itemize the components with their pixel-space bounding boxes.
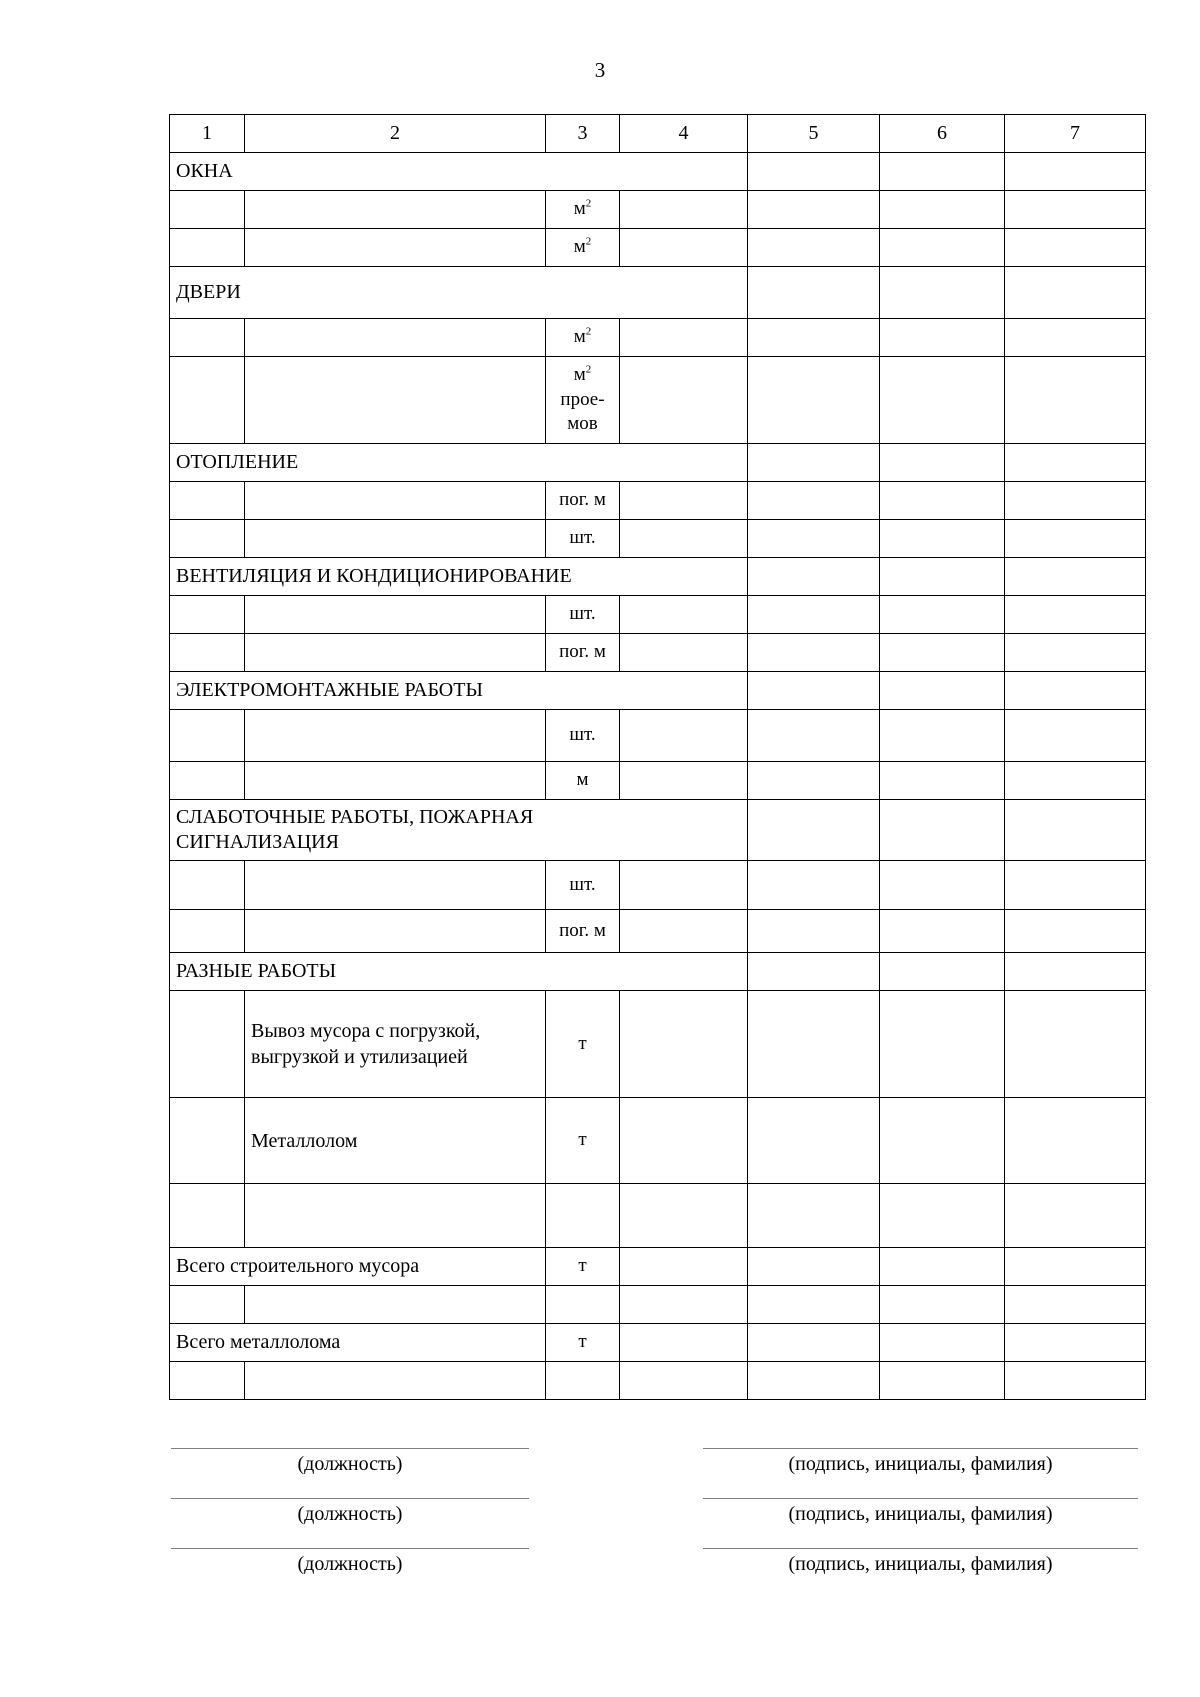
table-row (170, 357, 1146, 444)
table-cell (1005, 672, 1146, 710)
signature-line (171, 1448, 529, 1449)
position-caption: (должность) (297, 1553, 403, 1575)
table-cell (620, 319, 748, 357)
header-col-7: 7 (1005, 115, 1146, 153)
table-row (170, 991, 1146, 1098)
table-cell (245, 191, 546, 229)
section-row-heating (170, 444, 1146, 482)
table-cell (748, 229, 880, 267)
table-cell (170, 229, 245, 267)
table-cell (748, 800, 880, 861)
signature-field-1 (703, 1448, 1138, 1476)
table-row (170, 762, 1146, 800)
table-cell (880, 357, 1005, 444)
table-cell (748, 672, 880, 710)
unit-cell: шт. (546, 520, 620, 558)
table-cell (620, 1098, 748, 1184)
table-cell (620, 357, 748, 444)
table-cell (170, 910, 245, 953)
signature-line (703, 1448, 1138, 1449)
table-cell (880, 710, 1005, 762)
signature-line (703, 1498, 1138, 1499)
position-field-1 (171, 1448, 529, 1476)
table-cell (880, 672, 1005, 710)
table-cell (1005, 482, 1146, 520)
table-cell (748, 191, 880, 229)
table-row (170, 1184, 1146, 1248)
header-col-3: 3 (546, 115, 620, 153)
table-cell (620, 991, 748, 1098)
unit-cell (546, 357, 620, 444)
table-cell (546, 1286, 620, 1324)
table-cell (170, 482, 245, 520)
table-cell (170, 1362, 245, 1400)
header-col-4: 4 (620, 115, 748, 153)
table-cell (748, 861, 880, 910)
table-cell (245, 1184, 546, 1248)
table-cell (880, 910, 1005, 953)
table-cell (245, 319, 546, 357)
table-cell (245, 357, 546, 444)
table-cell (1005, 953, 1146, 991)
position-caption: (должность) (297, 1503, 403, 1525)
section-title-misc: РАЗНЫЕ РАБОТЫ (170, 953, 748, 991)
table-cell (1005, 444, 1146, 482)
table-cell (546, 1362, 620, 1400)
signature-line (171, 1548, 529, 1549)
section-title-doors: ДВЕРИ (170, 267, 748, 319)
table-cell (245, 482, 546, 520)
table-cell (748, 267, 880, 319)
table-cell (245, 710, 546, 762)
table-cell (880, 762, 1005, 800)
table-cell (245, 861, 546, 910)
table-cell (620, 1248, 748, 1286)
table-cell (880, 1248, 1005, 1286)
table-row (170, 910, 1146, 953)
table-cell (880, 953, 1005, 991)
table-cell (620, 1286, 748, 1324)
unit-label: м (573, 236, 586, 258)
table-cell (748, 319, 880, 357)
total-label-debris: Всего строительного мусора (170, 1248, 546, 1286)
position-caption: (должность) (297, 1453, 403, 1475)
table-cell (880, 229, 1005, 267)
unit-exponent: 2 (585, 363, 592, 376)
table-cell (170, 991, 245, 1098)
table-cell (880, 558, 1005, 596)
table-cell (1005, 861, 1146, 910)
unit-cell: т (546, 1324, 620, 1362)
table-cell (1005, 1248, 1146, 1286)
table-cell (170, 1098, 245, 1184)
unit-cell: м (546, 762, 620, 800)
table-cell (1005, 229, 1146, 267)
table-cell (1005, 558, 1146, 596)
section-title-heating: ОТОПЛЕНИЕ (170, 444, 748, 482)
item-text-line: Вывоз мусора с погрузкой, (251, 1020, 481, 1042)
table-cell (1005, 634, 1146, 672)
unit-cell: шт. (546, 710, 620, 762)
table-cell (1005, 357, 1146, 444)
unit-cell: пог. м (546, 910, 620, 953)
section-title-windows: ОКНА (170, 153, 748, 191)
table-cell (620, 762, 748, 800)
table-cell (1005, 1362, 1146, 1400)
unit-cell: т (546, 1098, 620, 1184)
unit-exponent: 2 (585, 197, 592, 210)
item-scrap-metal: Металлолом (245, 1098, 546, 1184)
table-row (170, 482, 1146, 520)
table-cell (1005, 800, 1146, 861)
table-cell (880, 991, 1005, 1098)
table-cell (1005, 267, 1146, 319)
section-title-ventilation: ВЕНТИЛЯЦИЯ И КОНДИЦИОНИРОВАНИЕ (170, 558, 748, 596)
header-col-1: 1 (170, 115, 245, 153)
work-volume-table (169, 114, 1146, 1400)
table-cell (620, 910, 748, 953)
total-row-scrap (170, 1324, 1146, 1362)
table-cell (1005, 1286, 1146, 1324)
unit-label: м (573, 363, 586, 385)
table-cell (245, 1286, 546, 1324)
unit-cell (546, 319, 620, 357)
table-cell (620, 1184, 748, 1248)
table-cell (748, 1286, 880, 1324)
table-row (170, 1362, 1146, 1400)
table-cell (748, 596, 880, 634)
table-cell (880, 1286, 1005, 1324)
table-row (170, 596, 1146, 634)
table-cell (748, 520, 880, 558)
table-cell (748, 558, 880, 596)
table-row (170, 191, 1146, 229)
section-title-low-current (170, 800, 748, 861)
table-cell (748, 953, 880, 991)
table-cell (880, 267, 1005, 319)
section-title-electrical: ЭЛЕКТРОМОНТАЖНЫЕ РАБОТЫ (170, 672, 748, 710)
table-cell (245, 229, 546, 267)
item-text-line: выгрузкой и утилизацией (251, 1046, 468, 1068)
unit-exponent: 2 (585, 325, 592, 338)
table-cell (1005, 596, 1146, 634)
table-cell (748, 1362, 880, 1400)
table-row (170, 634, 1146, 672)
signature-caption: (подпись, инициалы, фамилия) (788, 1453, 1053, 1475)
table-cell (170, 710, 245, 762)
signature-line (703, 1548, 1138, 1549)
table-row (170, 319, 1146, 357)
table-cell (880, 482, 1005, 520)
table-cell (1005, 1098, 1146, 1184)
table-row (170, 1098, 1146, 1184)
table-cell (748, 910, 880, 953)
table-cell (1005, 991, 1146, 1098)
total-label-scrap: Всего металлолома (170, 1324, 546, 1362)
table-cell (880, 596, 1005, 634)
table-cell (1005, 319, 1146, 357)
table-cell (170, 520, 245, 558)
table-cell (1005, 710, 1146, 762)
table-cell (880, 520, 1005, 558)
section-row-doors (170, 267, 1146, 319)
table-cell (748, 1184, 880, 1248)
table-cell (880, 444, 1005, 482)
signature-field-3 (703, 1548, 1138, 1576)
table-cell (170, 319, 245, 357)
unit-openings-line2: мов (567, 413, 598, 435)
unit-label: м (573, 198, 586, 220)
table-cell (1005, 191, 1146, 229)
table-cell (880, 1324, 1005, 1362)
table-row (170, 520, 1146, 558)
section-title-line: СЛАБОТОЧНЫЕ РАБОТЫ, ПОЖАРНАЯ (176, 806, 534, 828)
table-cell (880, 1098, 1005, 1184)
unit-cell: пог. м (546, 634, 620, 672)
table-cell (880, 1362, 1005, 1400)
table-cell (620, 229, 748, 267)
table-cell (546, 1184, 620, 1248)
table-cell (170, 634, 245, 672)
table-row (170, 1286, 1146, 1324)
section-row-misc (170, 953, 1146, 991)
section-row-windows (170, 153, 1146, 191)
table-cell (880, 1184, 1005, 1248)
total-row-debris (170, 1248, 1146, 1286)
unit-cell: т (546, 991, 620, 1098)
table-cell (748, 482, 880, 520)
table-cell (880, 153, 1005, 191)
table-row (170, 861, 1146, 910)
table-cell (748, 153, 880, 191)
table-cell (245, 762, 546, 800)
table-cell (620, 861, 748, 910)
signature-line (171, 1498, 529, 1499)
position-field-2 (171, 1498, 529, 1526)
unit-label: м (573, 326, 586, 348)
unit-cell: шт. (546, 861, 620, 910)
table-cell (748, 762, 880, 800)
section-row-electrical (170, 672, 1146, 710)
header-col-2: 2 (245, 115, 546, 153)
table-cell (748, 634, 880, 672)
position-field-3 (171, 1548, 529, 1576)
table-cell (620, 520, 748, 558)
table-cell (748, 1248, 880, 1286)
unit-openings-line1: прое- (560, 388, 605, 410)
table-cell (170, 1184, 245, 1248)
table-cell (245, 634, 546, 672)
table-cell (748, 991, 880, 1098)
unit-cell: т (546, 1248, 620, 1286)
table-cell (620, 596, 748, 634)
table-cell (245, 596, 546, 634)
table-cell (620, 710, 748, 762)
header-col-6: 6 (880, 115, 1005, 153)
unit-exponent: 2 (585, 235, 592, 248)
item-debris-removal (245, 991, 546, 1098)
unit-cell: шт. (546, 596, 620, 634)
table-cell (748, 1324, 880, 1362)
table-cell (880, 319, 1005, 357)
table-cell (1005, 762, 1146, 800)
unit-cell: пог. м (546, 482, 620, 520)
signature-caption: (подпись, инициалы, фамилия) (788, 1553, 1053, 1575)
table-cell (748, 1098, 880, 1184)
table-row (170, 229, 1146, 267)
table-cell (880, 861, 1005, 910)
table-cell (1005, 910, 1146, 953)
table-cell (620, 1324, 748, 1362)
table-cell (620, 1362, 748, 1400)
table-cell (170, 861, 245, 910)
table-cell (620, 482, 748, 520)
table-cell (170, 762, 245, 800)
table-cell (170, 191, 245, 229)
table-cell (245, 520, 546, 558)
table-cell (170, 596, 245, 634)
table-cell (748, 357, 880, 444)
table-cell (170, 1286, 245, 1324)
table-cell (620, 191, 748, 229)
table-cell (880, 634, 1005, 672)
table-cell (1005, 1324, 1146, 1362)
page-number: 3 (594, 58, 606, 82)
header-col-5: 5 (748, 115, 880, 153)
table-cell (1005, 153, 1146, 191)
unit-cell (546, 229, 620, 267)
table-row (170, 710, 1146, 762)
section-row-low-current (170, 800, 1146, 861)
table-cell (170, 357, 245, 444)
table-cell (1005, 1184, 1146, 1248)
table-cell (748, 710, 880, 762)
section-title-line: СИГНАЛИЗАЦИЯ (176, 831, 339, 853)
signature-field-2 (703, 1498, 1138, 1526)
table-cell (620, 634, 748, 672)
table-cell (748, 444, 880, 482)
signature-caption: (подпись, инициалы, фамилия) (788, 1503, 1053, 1525)
section-row-ventilation (170, 558, 1146, 596)
unit-cell (546, 191, 620, 229)
table-cell (880, 800, 1005, 861)
table-cell (245, 910, 546, 953)
table-cell (245, 1362, 546, 1400)
table-cell (880, 191, 1005, 229)
table-cell (1005, 520, 1146, 558)
header-row (170, 115, 1146, 153)
